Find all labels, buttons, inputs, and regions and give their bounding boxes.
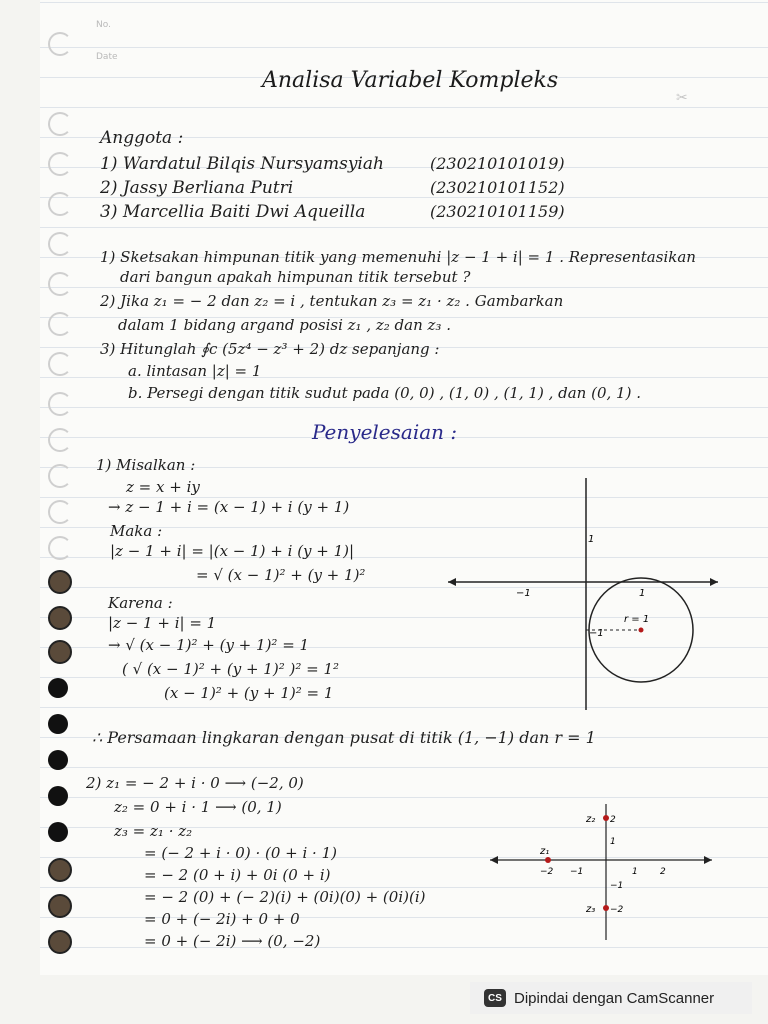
binder-hole: [48, 32, 72, 56]
camscanner-label: Dipindai dengan CamScanner: [514, 989, 715, 1007]
x-tick-label: −1: [570, 867, 584, 877]
binder-hole: [48, 750, 68, 770]
solution2-line: = (− 2 + i · 0) · (0 + i · 1): [144, 844, 337, 862]
binder-hole: [48, 428, 72, 452]
question-3b: b. Persegi dengan titik sudut pada (0, 0) , (1, 0) , (1, 1) , dan (0, 1) .: [128, 384, 641, 402]
solution2-line: = − 2 (0 + i) + 0i (0 + i): [144, 866, 331, 884]
binder-hole: [48, 152, 72, 176]
camscanner-watermark: [470, 982, 752, 1014]
solution1-line: |z − 1 + i| = 1: [108, 614, 217, 632]
question-2-cont: dalam 1 bidang argand posisi z₁ , z₂ dan z₃ .: [118, 316, 451, 334]
question-2: 2) Jika z₁ = − 2 dan z₂ = i , tentukan z₃ = z₁ · z₂ . Gambarkan: [100, 292, 564, 310]
z2-point: [603, 815, 609, 821]
solution2-line: 2) z₁ = − 2 + i · 0 ⟶ (−2, 0): [86, 774, 304, 792]
solution2-line: = 0 + (− 2i) ⟶ (0, −2): [144, 932, 321, 950]
solution1-line: Karena :: [108, 594, 173, 612]
x-axis-arrow: [704, 856, 712, 864]
z3-value: −2: [610, 905, 624, 915]
page-title: Analisa Variabel Kompleks: [262, 68, 559, 93]
member-name: 1) Wardatul Bilqis Nursyamsyiah: [100, 154, 384, 174]
solution1-line: → z − 1 + i = (x − 1) + i (y + 1): [108, 498, 350, 516]
binder-hole: [48, 536, 72, 560]
solution1-line: (x − 1)² + (y + 1)² = 1: [164, 684, 334, 702]
binder-hole: [48, 500, 72, 524]
z1-point: [545, 857, 551, 863]
question-1-cont: dari bangun apakah himpunan titik tersebut ?: [120, 268, 471, 286]
binder-hole: [48, 858, 72, 882]
binder-hole: [48, 786, 68, 806]
member-id: (230210101152): [430, 178, 565, 197]
solution1-line: Maka :: [110, 522, 163, 540]
binder-hole: [48, 352, 72, 376]
binder-hole: [48, 272, 72, 296]
solution2-line: z₃ = z₁ · z₂: [114, 822, 193, 840]
center-point: [639, 628, 644, 633]
solution1-line: 1) Misalkan :: [96, 456, 196, 474]
binder-hole: [48, 678, 68, 698]
binder-hole: [48, 822, 68, 842]
solution2-line: = − 2 (0) + (− 2)(i) + (0i)(0) + (0i)(i): [144, 888, 426, 906]
y-tick-label: 1: [610, 837, 616, 847]
binder-hole: [48, 930, 72, 954]
x-tick-label: 1: [639, 588, 646, 599]
binder-hole: [48, 714, 68, 734]
question-3: 3) Hitunglah ∮c (5z⁴ − z³ + 2) dz sepanjang :: [100, 340, 440, 358]
binder-hole: [48, 232, 72, 256]
member-name: 2) Jassy Berliana Putri: [100, 178, 294, 198]
solution1-line: → √ (x − 1)² + (y + 1)² = 1: [108, 636, 310, 654]
y-tick-label: −1: [589, 628, 604, 639]
members-label: Anggota :: [100, 128, 184, 148]
solution2-line: = 0 + (− 2i) + 0 + 0: [144, 910, 300, 928]
x-tick-label: 2: [660, 867, 666, 877]
radius-label: r = 1: [624, 614, 650, 625]
binder-hole: [48, 894, 72, 918]
solution2-line: z₂ = 0 + i · 1 ⟶ (0, 1): [114, 798, 282, 816]
x-tick-label: 1: [632, 867, 638, 877]
x-tick-label: −2: [540, 867, 554, 877]
scissors-icon: ✂: [676, 90, 688, 106]
circle-graph: [448, 470, 728, 720]
solution1-line: |z − 1 + i| = |(x − 1) + i (y + 1)|: [110, 542, 355, 560]
no-label: No.: [96, 20, 111, 30]
member-id: (230210101019): [430, 154, 565, 173]
x-axis-arrow: [448, 578, 456, 586]
camscanner-icon: CS: [484, 989, 506, 1007]
binder-hole: [48, 606, 72, 630]
binder-hole: [48, 112, 72, 136]
question-3a: a. lintasan |z| = 1: [128, 362, 262, 380]
binder-hole: [48, 570, 72, 594]
y-tick-label: −1: [610, 881, 624, 891]
x-tick-label: −1: [516, 588, 531, 599]
binder-hole: [48, 192, 72, 216]
solution1-line: = √ (x − 1)² + (y + 1)²: [196, 566, 366, 584]
solution-heading: Penyelesaian :: [312, 420, 458, 444]
z2-label: z₂: [586, 814, 596, 825]
solution1-line: z = x + iy: [126, 478, 200, 496]
x-axis-arrow: [490, 856, 498, 864]
z3-point: [603, 905, 609, 911]
member-id: (230210101159): [430, 202, 565, 221]
conclusion: ∴ Persamaan lingkaran dengan pusat di titik (1, −1) dan r = 1: [92, 728, 596, 747]
argand-graph: [486, 800, 726, 950]
binder-hole: [48, 392, 72, 416]
binder-hole: [48, 640, 72, 664]
solution1-line: ( √ (x − 1)² + (y + 1)² )² = 1²: [122, 660, 340, 678]
date-label: Date: [96, 52, 118, 62]
member-name: 3) Marcellia Baiti Dwi Aqueilla: [100, 202, 366, 222]
z3-label: z₃: [586, 904, 596, 915]
z2-value: 2: [610, 815, 616, 825]
binder-hole: [48, 312, 72, 336]
binder-hole: [48, 464, 72, 488]
question-1: 1) Sketsakan himpunan titik yang memenuhi |z − 1 + i| = 1 . Representasikan: [100, 248, 696, 266]
x-axis-arrow: [710, 578, 718, 586]
y-tick-label: 1: [588, 534, 595, 545]
z1-label: z₁: [540, 846, 550, 857]
